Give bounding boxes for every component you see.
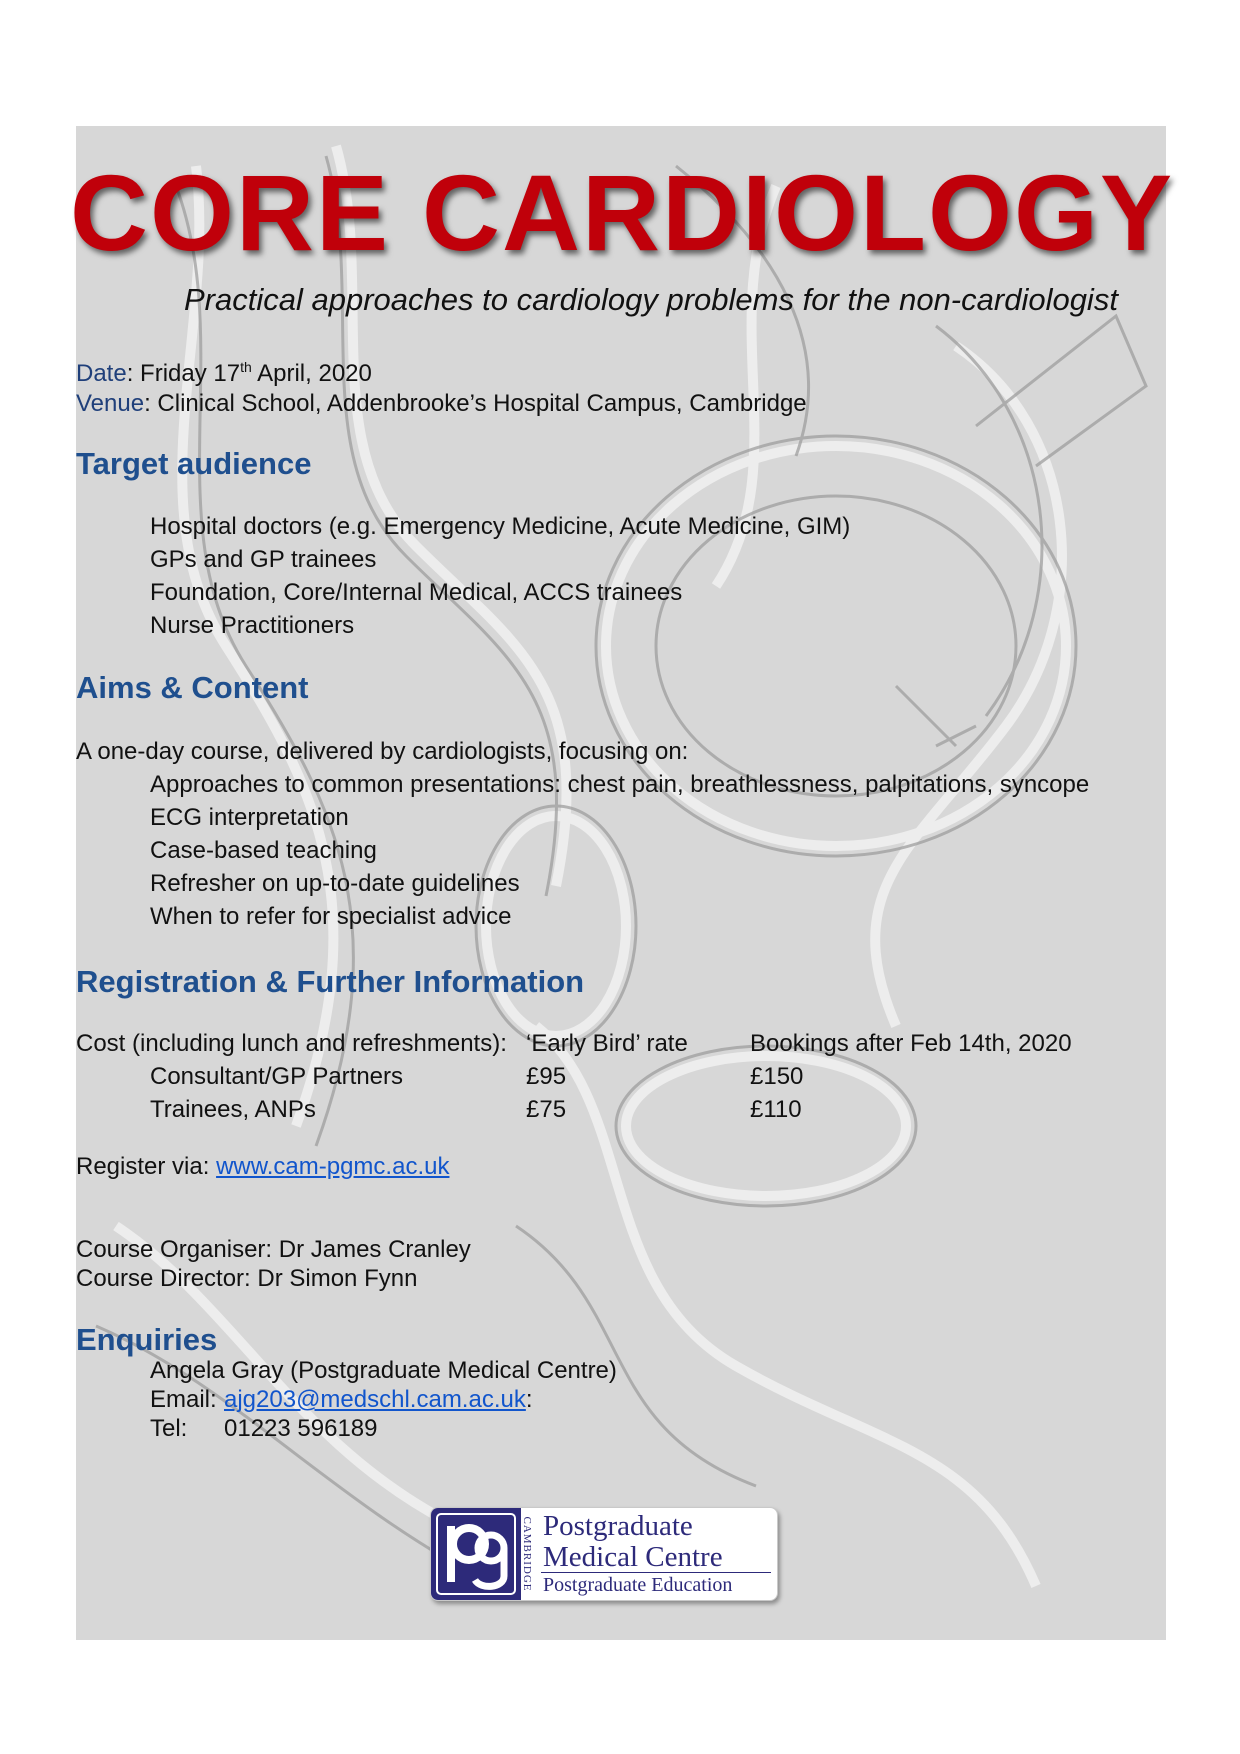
list-item: Foundation, Core/Internal Medical, ACCS trainees xyxy=(150,579,683,606)
list-item: Refresher on up-to-date guidelines xyxy=(150,870,520,897)
date-value-post: April, 2020 xyxy=(251,360,372,387)
logo-line-2: Medical Centre xyxy=(543,1541,723,1573)
venue-label: Venue xyxy=(76,390,145,417)
logo-line-3: Postgraduate Education xyxy=(543,1574,733,1596)
register-line xyxy=(76,1153,449,1181)
pg-logo-icon xyxy=(431,1508,521,1600)
tel-label: Tel: xyxy=(150,1415,188,1442)
registration-heading: Registration & Further Information xyxy=(76,964,585,999)
subtitle: Practical approaches to cardiology problems for the non-cardiologist xyxy=(184,282,1118,317)
target-audience-heading: Target audience xyxy=(76,446,312,481)
logo-line-1: Postgraduate xyxy=(543,1510,693,1542)
venue-value: : Clinical School, Addenbrooke’s Hospital Campus, Cambridge xyxy=(144,390,807,417)
logo-vertical-text: CAMBRIDGE xyxy=(521,1516,533,1592)
aims-intro: A one-day course, delivered by cardiologists, focusing on: xyxy=(76,738,689,765)
email-suffix: : xyxy=(525,1386,533,1413)
date-value-sup: th xyxy=(240,359,252,375)
register-link[interactable]: www.cam-pgmc.ac.uk xyxy=(216,1153,450,1180)
list-item: GPs and GP trainees xyxy=(150,546,377,573)
page-title: CORE CARDIOLOGY xyxy=(70,152,1175,273)
tel-line xyxy=(150,1415,378,1443)
course-organiser: Course Organiser: Dr James Cranley xyxy=(76,1236,471,1263)
late-booking-header: Bookings after Feb 14th, 2020 xyxy=(750,1030,1072,1057)
aims-heading: Aims & Content xyxy=(76,670,309,705)
tel-value: 01223 596189 xyxy=(224,1415,378,1442)
register-label: Register via: xyxy=(76,1153,217,1180)
date-line xyxy=(76,359,372,388)
list-item: Approaches to common presentations: chest pain, breathlessness, palpitations, syncope xyxy=(150,771,1090,798)
list-item: Nurse Practitioners xyxy=(150,612,355,639)
aims-list xyxy=(150,768,1089,933)
early-bird-header: ‘Early Bird’ rate xyxy=(526,1030,688,1057)
cost-header-label: Cost (including lunch and refreshments): xyxy=(76,1030,507,1057)
early-bird-price: £75 xyxy=(526,1096,567,1123)
cost-category: Consultant/GP Partners xyxy=(150,1063,404,1090)
cost-category: Trainees, ANPs xyxy=(150,1096,316,1123)
email-link[interactable]: ajg203@medschl.cam.ac.uk xyxy=(224,1386,526,1413)
course-director: Course Director: Dr Simon Fynn xyxy=(76,1265,418,1292)
enquiries-heading: Enquiries xyxy=(76,1322,218,1357)
email-label: Email: xyxy=(150,1386,217,1413)
list-item: When to refer for specialist advice xyxy=(150,903,512,930)
late-price: £110 xyxy=(750,1096,802,1123)
enquiries-contact: Angela Gray (Postgraduate Medical Centre) xyxy=(150,1357,617,1384)
list-item: Case-based teaching xyxy=(150,837,377,864)
email-line xyxy=(150,1386,533,1414)
early-bird-price: £95 xyxy=(526,1063,567,1090)
venue-line xyxy=(76,390,807,418)
list-item: Hospital doctors (e.g. Emergency Medicine, Acute Medicine, GIM) xyxy=(150,513,851,540)
date-value-pre: : Friday 17 xyxy=(126,360,241,387)
pgmc-logo xyxy=(430,1507,778,1601)
target-audience-list xyxy=(150,510,850,642)
late-price: £150 xyxy=(750,1063,804,1090)
date-label: Date xyxy=(76,360,127,387)
list-item: ECG interpretation xyxy=(150,804,349,831)
logo-divider xyxy=(541,1572,771,1573)
